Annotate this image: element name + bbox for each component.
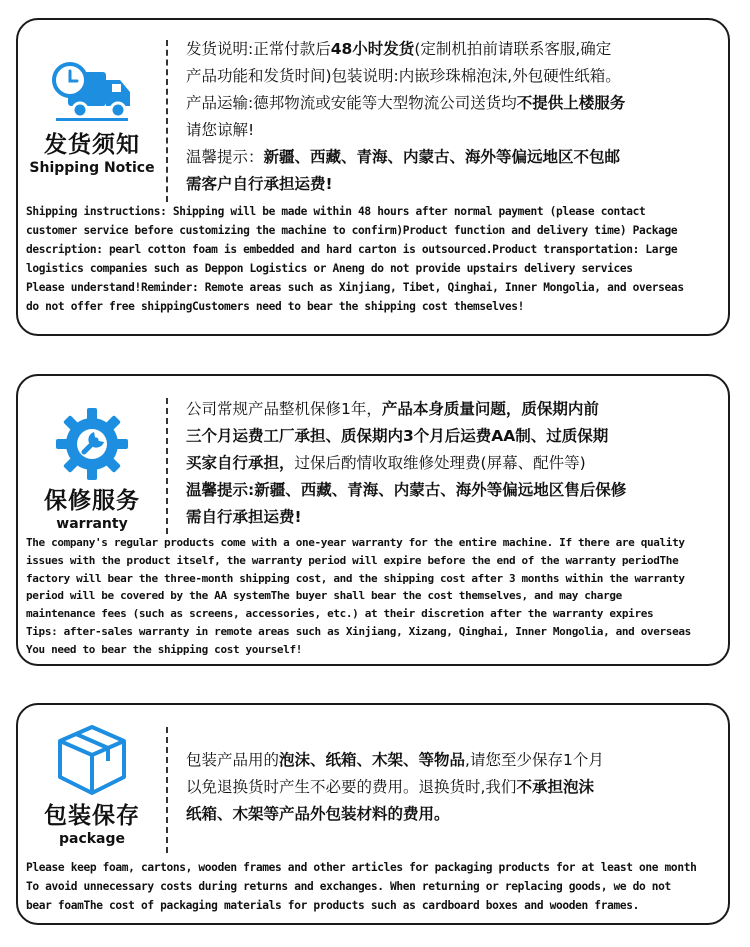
warranty-header (18, 406, 166, 533)
package-header (18, 723, 166, 848)
warranty-divider (166, 398, 168, 534)
bold-text: 泡沫、纸箱、木架、等物品 (279, 751, 466, 769)
en-line: You need to bear the shipping cost yourself! (26, 642, 302, 656)
text-segment: 请您谅解! (186, 121, 255, 139)
cn-line (186, 171, 718, 198)
shipping-divider (166, 40, 168, 202)
package-title-en: package (58, 831, 126, 847)
text-segment: 产品功能和发货时间)包装说明:内嵌珍珠棉泡沫,外包硬性纸箱。 (186, 67, 621, 85)
en-line: issues with the product itself, the warranty period will expire before the end of the warranty periodThe (26, 553, 679, 567)
cn-line (186, 477, 718, 504)
cn-line (186, 747, 718, 774)
text-segment: 以免退换货时产生不必要的费用。退换货时,我们 (186, 778, 517, 796)
cn-line (186, 774, 718, 801)
en-line: factory will bear the three-month shipping cost, and the shipping cost after 3 months within the warranty (26, 571, 685, 585)
en-line: Tips: after-sales warranty in remote areas such as Xinjiang, Xizang, Qinghai, Inner Mongolia, and overseas (26, 624, 691, 638)
en-line: bear foamThe cost of packaging materials for products such as cardboard boxes and wooden frames. (26, 899, 640, 912)
en-line: period will be covered by the AA systemThe buyer shall bear the cost themselves, and may charge (26, 589, 622, 603)
shipping-en-text (26, 202, 722, 316)
package-divider (166, 727, 168, 853)
warranty-cn-text (186, 396, 718, 531)
en-line: customer service before customizing the machine to confirm)Product function and delivery time) Package (26, 224, 678, 237)
package-card (16, 703, 730, 925)
cn-line (186, 117, 718, 144)
shipping-notice-card (16, 18, 730, 336)
bold-text: 温馨提示:新疆、西藏、青海、内蒙古、海外等偏远地区售后保修 (186, 481, 627, 499)
cn-line (186, 801, 718, 828)
bold-text: 不承担泡沫 (516, 778, 594, 796)
cn-line (186, 450, 718, 477)
bold-text: 新疆、西藏、青海、内蒙古、海外等偏远地区不包邮 (263, 148, 621, 166)
cn-line (186, 396, 718, 423)
en-line: To avoid unnecessary costs during returns and exchanges. When returning or replacing goods, we do not (26, 880, 671, 893)
text-segment: 发货说明:正常付款后 (186, 40, 331, 58)
bold-text: 需客户自行承担运费! (186, 175, 333, 193)
cn-line (186, 36, 718, 63)
package-cn-text (186, 747, 718, 828)
en-line: do not offer free shippingCustomers need to bear the shipping cost themselves! (26, 300, 525, 313)
warranty-card (16, 374, 730, 666)
cn-line (186, 423, 718, 450)
text-segment: 过保后酌情收取维修处理费(屏幕、配件等) (294, 454, 586, 472)
bold-text: 48小时发货 (330, 40, 415, 58)
shipping-header (18, 60, 166, 177)
text-segment: 温馨提示： (186, 148, 264, 166)
text-segment: (定制机拍前请联系客服,确定 (414, 40, 612, 58)
shipping-cn-text (186, 36, 718, 198)
bold-text: 产品本身质量问题，质保期内前 (381, 400, 599, 418)
en-line: Please understand!Reminder: Remote areas such as Xinjiang, Tibet, Qinghai, Inner Mongolia, and overseas (26, 281, 684, 294)
cn-line (186, 144, 718, 171)
text-segment: 产品运输:德邦物流或安能等大型物流公司送货均 (186, 94, 517, 112)
text-segment: ,请您至少保存1个月 (465, 751, 604, 769)
cn-line (186, 504, 718, 531)
bold-text: 纸箱、木架等产品外包装材料的费用。 (186, 805, 450, 823)
shipping-title-en: Shipping Notice (29, 160, 155, 176)
en-line: The company's regular products come with a one-year warranty for the entire machine. If there are quality (26, 536, 685, 549)
cn-line (186, 90, 718, 117)
delivery-truck-clock-icon (50, 60, 134, 126)
text-segment: 公司常规产品整机保修1年， (186, 400, 382, 418)
box-icon (56, 723, 128, 797)
package-en-text (26, 858, 722, 915)
en-line: description: pearl cotton foam is embedded and hard carton is outsourced.Product transportation: Large (26, 243, 678, 256)
package-title-cn: 包装保存 (44, 803, 140, 829)
en-line: maintenance fees (such as screens, accessories, etc.) at their discretion after the warranty expires (26, 607, 654, 621)
en-line: Please keep foam, cartons, wooden frames and other articles for packaging products for at least one month (26, 861, 697, 874)
bold-text: 需自行承担运费! (186, 508, 302, 526)
warranty-title-cn: 保修服务 (44, 488, 140, 514)
bold-text: 三个月运费工厂承担、质保期内3个月后运费AA制、过质保期 (186, 427, 609, 445)
shipping-title-cn: 发货须知 (44, 132, 140, 158)
warranty-en-text (26, 534, 722, 659)
en-line: logistics companies such as Deppon Logistics or Aneng do not provide upstairs delivery services (26, 262, 633, 275)
cn-line (186, 63, 718, 90)
text-segment: 包装产品用的 (186, 751, 280, 769)
gear-wrench-icon (54, 406, 130, 482)
bold-text: 不提供上楼服务 (516, 94, 626, 112)
warranty-title-en: warranty (56, 516, 128, 532)
bold-text: 买家自行承担， (186, 454, 295, 472)
en-line: Shipping instructions: Shipping will be made within 48 hours after normal payment (please contact (26, 205, 646, 218)
